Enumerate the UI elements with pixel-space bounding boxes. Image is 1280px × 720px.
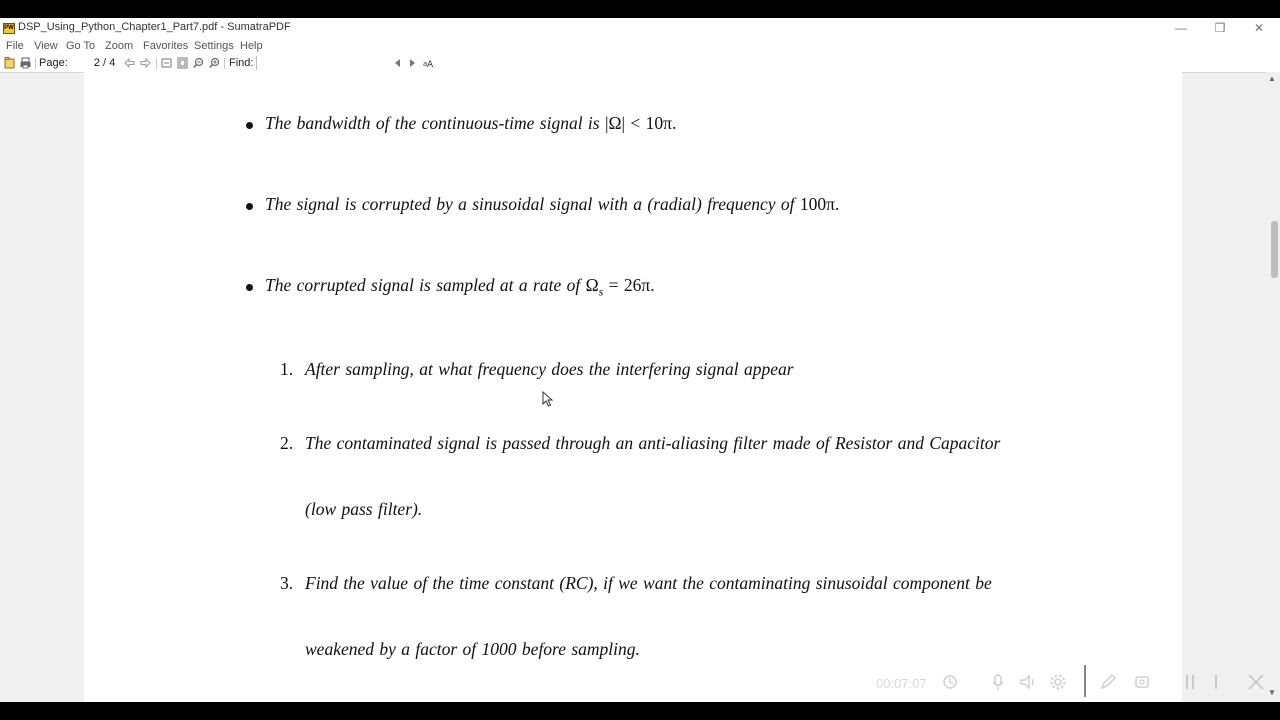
svg-text:a: a: [423, 60, 428, 68]
recording-timer: 00:07:07: [876, 676, 927, 691]
recording-overlay: [860, 663, 1280, 701]
screen-top-border: [0, 0, 1280, 18]
minimize-button[interactable]: —: [1175, 21, 1187, 35]
speaker-icon[interactable]: [1018, 672, 1038, 692]
window-title: DSP_Using_Python_Chapter1_Part7.pdf - SumatraPDF: [18, 21, 291, 33]
menu-settings[interactable]: Settings: [194, 40, 234, 52]
toolbar: [0, 55, 1280, 73]
bullet: [246, 203, 253, 210]
math-expression: Ω: [585, 275, 599, 295]
menu-goto[interactable]: Go To: [66, 40, 96, 52]
webcam-icon[interactable]: [1132, 672, 1152, 692]
sumatra-window: [0, 18, 1280, 702]
bullet-text: The signal is corrupted by a sinusoidal signal with a (radial) frequency of: [265, 194, 800, 214]
item-1-line-1: After sampling, at what frequency does the interfering signal appear: [305, 359, 794, 379]
next-page-icon[interactable]: [140, 57, 151, 69]
pdf-page: [84, 72, 1182, 702]
vertical-scrollbar[interactable]: [1266, 72, 1280, 702]
menu-bar: [0, 39, 1280, 55]
math-subscript: s: [598, 284, 604, 299]
fit-page-icon[interactable]: [161, 57, 172, 69]
close-overlay-icon[interactable]: [1246, 672, 1266, 692]
scroll-down-arrow-icon[interactable]: ▼: [1268, 688, 1276, 697]
app-icon: PW: [3, 23, 15, 34]
microphone-icon[interactable]: [988, 672, 1008, 692]
bullet: [246, 284, 253, 291]
zoom-in-icon[interactable]: [209, 57, 220, 69]
maximize-button[interactable]: ❐: [1214, 21, 1226, 35]
pen-icon[interactable]: [1098, 672, 1118, 692]
math-expression-tail: = 26π.: [603, 275, 655, 295]
pause-timer-icon[interactable]: [940, 672, 960, 692]
scroll-up-arrow-icon[interactable]: ▲: [1268, 74, 1276, 83]
find-next-icon[interactable]: [407, 57, 418, 69]
bullet-line-2: [265, 194, 839, 215]
bullet-line-1: [265, 113, 676, 134]
item-2-line-2: (low pass filter).: [305, 499, 423, 519]
stop-recording-icon[interactable]: [1206, 672, 1226, 692]
pause-recording-icon[interactable]: [1180, 672, 1200, 692]
item-number: 3.: [280, 573, 294, 593]
item-3-line-2: weakened by a factor of 1000 before sampling.: [305, 639, 640, 659]
toolbar-separator: [35, 58, 36, 69]
title-bar: [0, 18, 1280, 39]
menu-favorites[interactable]: Favorites: [143, 40, 189, 52]
print-icon[interactable]: [20, 57, 31, 69]
math-expression: 100π.: [799, 194, 840, 214]
scrollbar-thumb[interactable]: [1271, 221, 1278, 278]
menu-file[interactable]: File: [6, 40, 24, 52]
menu-view[interactable]: View: [34, 40, 58, 52]
fit-width-icon[interactable]: [177, 57, 188, 69]
page-number-input[interactable]: [68, 56, 100, 70]
settings-gear-icon[interactable]: [1048, 672, 1068, 692]
item-number: 1.: [280, 359, 294, 379]
menu-help[interactable]: Help: [240, 40, 263, 52]
menu-zoom[interactable]: Zoom: [105, 40, 134, 52]
toolbar-separator: [156, 58, 157, 69]
item-number: 2.: [280, 433, 294, 453]
find-input[interactable]: [256, 56, 393, 70]
find-label: Find:: [229, 57, 254, 69]
math-expression: |Ω| < 10π.: [604, 113, 677, 133]
bullet-text: The corrupted signal is sampled at a rate of: [265, 275, 586, 295]
bullet-text: The bandwidth of the continuous-time signal is: [265, 113, 605, 133]
bullet: [246, 122, 253, 129]
match-case-icon[interactable]: [423, 57, 434, 69]
close-button[interactable]: ✕: [1253, 21, 1265, 35]
find-previous-icon[interactable]: [392, 57, 403, 69]
page-total: / 4: [103, 57, 116, 69]
svg-text:A: A: [427, 60, 434, 69]
previous-page-icon[interactable]: [124, 57, 135, 69]
page-label: Page:: [39, 57, 68, 69]
overlay-divider: [1084, 665, 1086, 697]
screen-bottom-border: [0, 702, 1280, 720]
open-file-icon[interactable]: [4, 57, 15, 69]
toolbar-separator: [224, 58, 225, 69]
mouse-cursor-icon: [542, 391, 553, 407]
item-2-line-1: The contaminated signal is passed through an anti-aliasing filter made of Resistor and Capacitor: [305, 433, 1001, 453]
item-3-line-1: Find the value of the time constant (RC), if we want the contaminating sinusoidal component be: [305, 573, 992, 593]
bullet-line-3: [265, 275, 655, 300]
zoom-out-icon[interactable]: [193, 57, 204, 69]
